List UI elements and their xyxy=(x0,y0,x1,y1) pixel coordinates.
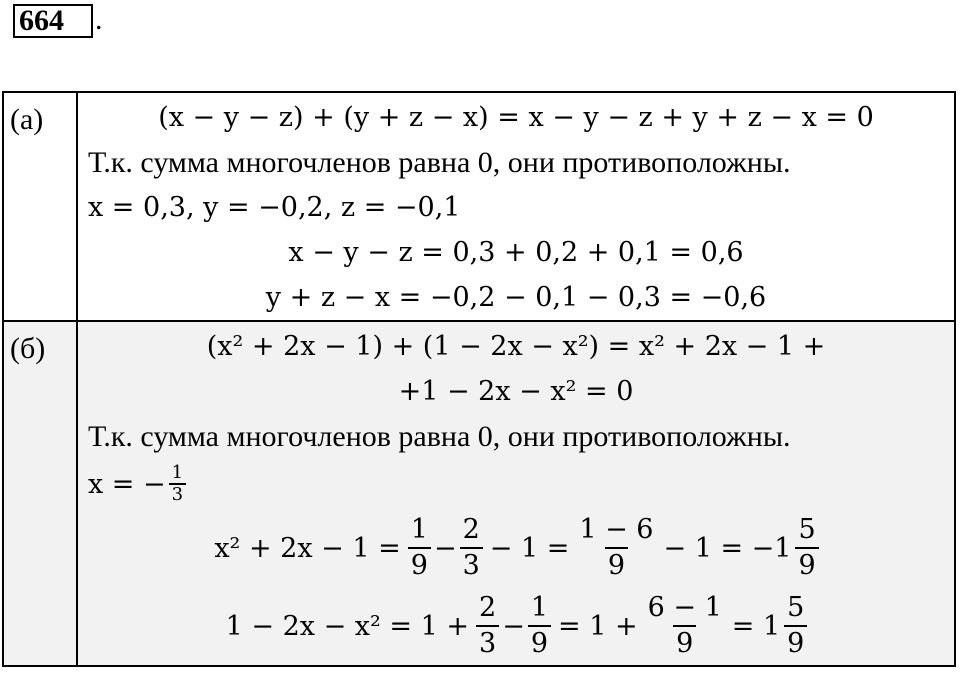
part-b-row xyxy=(3,321,955,666)
calc-1-fraction-2 xyxy=(460,513,483,583)
calc-2-lhs: 1 − 2x − x² = 1 + xyxy=(225,610,470,642)
fraction-numerator: 5 xyxy=(798,514,816,545)
calc-2-fraction-2 xyxy=(528,591,551,661)
calc-1-mid-2: − 1 = −1 xyxy=(663,532,792,564)
fraction-numerator: 6 − 1 xyxy=(647,592,722,623)
part-b-value xyxy=(88,459,944,509)
fraction-denominator: 9 xyxy=(673,625,696,661)
part-a-values: x = 0,3, y = −0,2, z = −0,1 xyxy=(88,192,461,223)
part-a-explanation: Т.к. сумма многочленов равна 0, они противоположны. xyxy=(88,146,791,179)
fraction-denominator: 3 xyxy=(169,483,186,505)
part-b-label: (б) xyxy=(3,321,77,666)
calc-1-op: − xyxy=(433,532,457,564)
part-b-value-lhs: x = − xyxy=(88,468,166,500)
part-b-equation-line-2: +1 − 2x − x² = 0 xyxy=(398,376,634,407)
calc-1-lhs: x² + 2x − 1 = xyxy=(214,532,401,564)
fraction-numerator: 2 xyxy=(462,514,480,545)
solution-table xyxy=(2,91,956,667)
calc-2-fraction-4 xyxy=(784,591,807,661)
problem-number-dot: . xyxy=(95,3,103,36)
part-a-content xyxy=(77,92,955,321)
calc-2-fraction-1 xyxy=(476,591,499,661)
part-b-content xyxy=(77,321,955,666)
fraction-numerator: 1 xyxy=(530,592,549,623)
part-a-calc-1: x − y − z = 0,3 + 0,2 + 0,1 = 0,6 xyxy=(288,237,744,268)
part-b-calc-2 xyxy=(88,587,944,665)
fraction-denominator: 3 xyxy=(460,547,483,583)
fraction-numerator: 1 − 6 xyxy=(579,514,654,545)
part-b-calc-1 xyxy=(88,509,944,587)
calc-1-fraction-4 xyxy=(795,513,818,583)
calc-2-mid-1: = 1 + xyxy=(558,610,638,642)
fraction-numerator: 1 xyxy=(171,462,184,483)
part-b-explanation: Т.к. сумма многочленов равна 0, они противоположны. xyxy=(88,420,791,453)
part-a-equation: (x − y − z) + (y + z − x) = x − y − z + y + z − x = 0 xyxy=(158,102,874,133)
part-a-calc-2: y + z − x = −0,2 − 0,1 − 0,3 = −0,6 xyxy=(265,282,767,313)
calc-1-fraction-3 xyxy=(576,513,656,583)
fraction-numerator: 1 xyxy=(410,514,428,545)
part-b-equation-line-1: (x² + 2x − 1) + (1 − 2x − x²) = x² + 2x − 1 + xyxy=(206,331,826,362)
fraction-denominator: 9 xyxy=(528,625,551,661)
fraction-denominator: 9 xyxy=(605,547,628,583)
calc-2-fraction-3 xyxy=(645,591,725,661)
calc-2-mid-2: = 1 xyxy=(731,610,781,642)
fraction-denominator: 9 xyxy=(795,547,818,583)
fraction-denominator: 9 xyxy=(408,547,431,583)
calc-1-mid-1: − 1 = xyxy=(489,532,570,564)
calc-2-op: − xyxy=(502,610,525,642)
problem-number: 664 xyxy=(13,4,93,38)
calc-1-fraction-1 xyxy=(408,513,431,583)
fraction-numerator: 2 xyxy=(479,592,497,623)
part-b-value-fraction xyxy=(169,463,186,505)
fraction-denominator: 9 xyxy=(784,625,807,661)
fraction-denominator: 3 xyxy=(476,625,499,661)
part-a-label: (а) xyxy=(3,92,77,321)
fraction-numerator: 5 xyxy=(787,592,805,623)
part-a-row xyxy=(3,92,955,321)
